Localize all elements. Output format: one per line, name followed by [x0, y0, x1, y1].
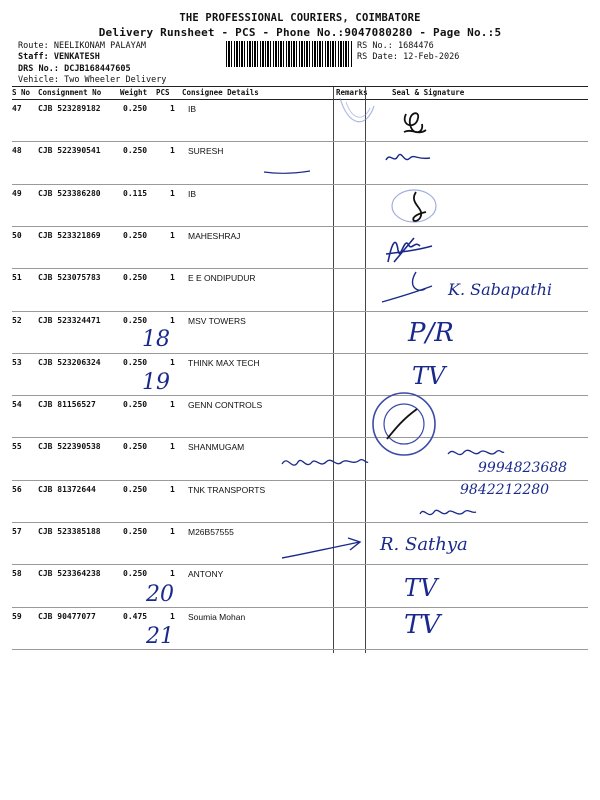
table-row	[0, 400, 600, 444]
table-top-rule	[12, 86, 588, 87]
row-pcs: 1	[170, 315, 175, 325]
row-sno: 55	[12, 442, 22, 452]
drs-label: DRS No.:	[18, 64, 59, 74]
rs-no-value: 1684476	[397, 41, 434, 51]
signature-text-row-51: K. Sabapathi	[448, 280, 553, 299]
staff-value: VENKATESH	[53, 52, 100, 62]
row-sno: 58	[12, 569, 22, 579]
signature-row-48	[384, 150, 434, 166]
row-pcs: 1	[170, 188, 175, 198]
row-weight: 0.250	[123, 527, 148, 536]
row-pcs: 1	[170, 146, 175, 156]
col-consignee: Consignee Details	[182, 88, 259, 97]
table-row	[0, 358, 600, 402]
row-separator	[12, 607, 588, 608]
vehicle-label: Vehicle:	[18, 75, 59, 85]
row-consignment-no: CJB 523324471	[38, 315, 101, 325]
signature-row-57: R. Sathya	[380, 534, 468, 555]
row-pcs: 1	[170, 104, 175, 113]
hand-number-row-52: 18	[142, 327, 170, 352]
row-sno: 49	[12, 188, 22, 198]
table-row	[0, 104, 600, 148]
signature-row-58: TV	[404, 574, 438, 602]
row-pcs: 1	[170, 400, 175, 410]
row-weight: 0.250	[123, 400, 148, 410]
signature-row-50	[384, 232, 434, 266]
staff-label: Staff:	[18, 52, 49, 62]
row-consignment-no: CJB 523386280	[38, 188, 101, 198]
signature-row-52: P/R	[408, 318, 454, 348]
vehicle-line	[18, 75, 166, 86]
vehicle-value: Two Wheeler Delivery	[64, 75, 167, 85]
row-weight: 0.475	[123, 611, 148, 621]
row-separator	[12, 395, 588, 396]
row-consignee: TNK TRANSPORTS	[188, 484, 266, 495]
hand-number-row-58: 20	[146, 582, 174, 607]
remark-tamil-row-55	[280, 452, 370, 474]
row-consignee: IB	[188, 104, 197, 114]
row-weight: 0.250	[123, 104, 148, 113]
row-consignee: MSV TOWERS	[188, 315, 246, 326]
table-row	[0, 189, 600, 233]
row-separator	[12, 311, 588, 312]
row-separator	[12, 141, 588, 142]
table-row	[0, 316, 600, 360]
row-pcs: 1	[170, 357, 175, 367]
row-pcs: 1	[170, 484, 175, 494]
signature-row-51	[376, 268, 436, 304]
hand-number-row-59: 21	[146, 624, 174, 649]
signature-row-53: TV	[412, 362, 446, 390]
row-consignment-no: CJB 523075783	[38, 273, 101, 283]
col-pcs: PCS	[156, 88, 170, 97]
row-pcs: 1	[170, 611, 175, 621]
row-separator	[12, 649, 588, 650]
row-consignment-no: CJB 81372644	[38, 484, 96, 494]
row-separator	[12, 437, 588, 438]
row-weight: 0.250	[123, 315, 148, 325]
runsheet-subtitle: Delivery Runsheet - PCS - Phone No.:9047080280 - Page No.:5	[98, 26, 502, 39]
table-row	[0, 231, 600, 275]
row-consignment-no: CJB 523321869	[38, 230, 101, 240]
row-sno: 51	[12, 273, 22, 283]
route-value: NEELIKONAM PALAYAM	[53, 41, 146, 51]
row-pcs: 1	[170, 273, 175, 283]
row-weight: 0.250	[123, 484, 148, 494]
signature-row-56	[418, 504, 478, 522]
row-consignment-no: CJB 523385188	[38, 527, 101, 536]
row-consignee: IB	[188, 188, 197, 199]
table-row	[0, 569, 600, 613]
row-sno: 50	[12, 230, 22, 240]
phone-number-2: 9842212280	[460, 482, 550, 498]
row-consignee: SHANMUGAM	[188, 442, 245, 453]
row-consignee: E E ONDIPUDUR	[188, 273, 256, 284]
row-separator	[12, 522, 588, 523]
row-sno: 56	[12, 484, 22, 494]
rs-no-label: RS No.:	[357, 41, 393, 51]
row-pcs: 1	[170, 569, 175, 579]
col-sno: S No	[12, 88, 31, 97]
row-separator	[12, 353, 588, 354]
table-row	[0, 612, 600, 656]
staff-line	[18, 52, 100, 63]
route-label: Route:	[18, 41, 49, 51]
phone-number-1: 9994823688	[478, 460, 568, 476]
company-stamp-row-54	[369, 389, 439, 459]
rs-date-label: RS Date:	[357, 52, 398, 62]
row-sno: 54	[12, 400, 22, 410]
route-line	[18, 41, 146, 52]
row-weight: 0.250	[123, 146, 148, 156]
row-separator	[12, 226, 588, 227]
row-consignee: THINK MAX TECH	[188, 357, 260, 368]
row-weight: 0.250	[123, 230, 148, 240]
drs-value: DCJB168447605	[64, 64, 131, 74]
row-consignment-no: CJB 522390541	[38, 146, 101, 156]
row-pcs: 1	[170, 527, 175, 536]
row-weight: 0.250	[123, 442, 148, 452]
stamp-row-49	[386, 186, 442, 226]
col-weight: Weight	[120, 88, 148, 97]
row-separator	[12, 268, 588, 269]
row-sno: 48	[12, 146, 22, 156]
row-weight: 0.250	[123, 569, 148, 579]
signature-row-59: TV	[404, 610, 441, 640]
row-sno: 59	[12, 611, 22, 621]
row-consignment-no: CJB 523206324	[38, 357, 101, 367]
row-consignment-no: CJB 522390538	[38, 442, 101, 452]
hand-number-row-53: 19	[142, 370, 170, 395]
row-pcs: 1	[170, 230, 175, 240]
row-sno: 57	[12, 527, 22, 536]
remark-arrow-row-57	[280, 536, 366, 566]
row-pcs: 1	[170, 442, 175, 452]
row-consignment-no: CJB 90477077	[38, 611, 96, 621]
row-consignment-no: CJB 81156527	[38, 400, 96, 410]
row-consignee: GENN CONTROLS	[188, 400, 263, 411]
row-sno: 52	[12, 315, 22, 325]
rs-date-line	[357, 52, 459, 63]
row-consignee: ANTONY	[188, 569, 224, 580]
row-consignment-no: CJB 523364238	[38, 569, 101, 579]
col-remarks: Remarks	[336, 88, 368, 97]
row-consignment-no: CJB 523289182	[38, 104, 101, 113]
drs-line	[18, 64, 131, 75]
rs-date-value: 12-Feb-2026	[403, 52, 460, 62]
remark-arrow-row-48	[262, 168, 312, 178]
drs-barcode	[226, 41, 352, 67]
row-weight: 0.250	[123, 273, 148, 283]
row-consignee: SURESH	[188, 146, 224, 157]
stamp-top-partial	[336, 96, 376, 130]
row-separator	[12, 184, 588, 185]
table-header-rule	[12, 99, 588, 100]
rs-no-line	[357, 41, 434, 52]
row-consignee: M26B57555	[188, 527, 234, 537]
row-separator	[12, 480, 588, 481]
row-consignee: Soumia Mohan	[188, 611, 246, 622]
row-consignee: MAHESHRAJ	[188, 230, 241, 241]
company-title: THE PROFESSIONAL COURIERS, COIMBATORE	[179, 12, 421, 24]
row-sno: 47	[12, 104, 22, 113]
row-weight: 0.115	[123, 188, 148, 198]
row-weight: 0.250	[123, 357, 148, 367]
signature-row-47	[398, 106, 428, 140]
col-seal-signature: Seal & Signature	[392, 88, 465, 97]
col-consignment: Consignment No	[38, 88, 102, 97]
row-sno: 53	[12, 357, 22, 367]
